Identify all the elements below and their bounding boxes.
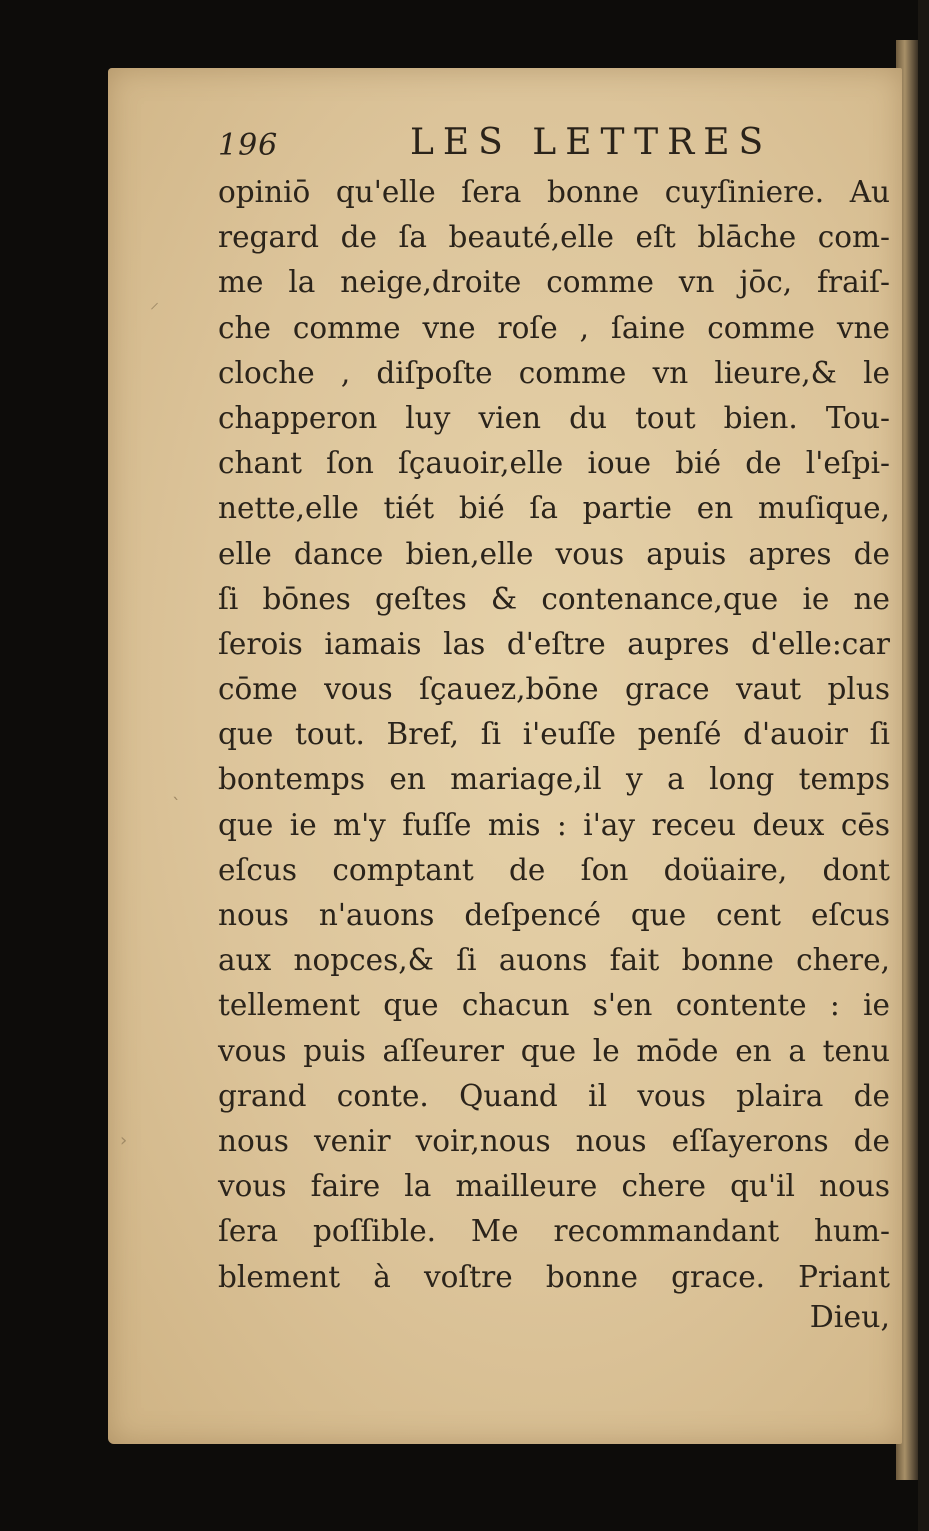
text-line: nous n'auons deſpencé que cent eſcus [218,898,890,932]
text-line: que ie m'y fuſſe mis : i'ay receu deux cēs [218,807,890,842]
margin-speck: ⸝ [150,292,159,313]
text-line: ſi bōnes geſtes & contenance,que ie ne [218,581,890,616]
text-line: vous puis aſſeurer que le mōde en a tenu [218,1033,890,1068]
text-line: blement à voſtre bonne grace. Priant [218,1259,890,1294]
text-line: regard de ſa beauté,elle eſt blāche com- [218,220,890,255]
text-line: che comme vne roſe , ſaine comme vne [218,310,890,345]
text-line: aux nopces,& ſi auons fait bonne chere, [218,943,890,978]
book-edge [918,0,929,1531]
text-line: ſerois iamais las d'eſtre aupres d'elle:car [218,626,890,661]
text-line: cōme vous ſçauez,bōne grace vaut plus [218,672,890,707]
text-line: eſcus comptant de ſon doüaire, dont [218,852,890,887]
text-line: cloche , diſpoſte comme vn lieure,& le [218,355,890,390]
text-line: chant ſon ſçauoir,elle ioue bié de l'eſpi- [218,446,890,481]
text-line: tellement que chacun s'en contente : ie [218,988,890,1023]
text-line: vous faire la mailleure chere qu'il nous [218,1169,890,1204]
running-title: LES LETTRES [410,122,773,163]
catchword: Dieu, [809,1300,890,1335]
page-number: 196 [218,128,279,163]
text-line: bontemps en mariage,il y a long temps [218,762,890,797]
margin-speck: ˋ [172,795,181,816]
letter-text [218,170,890,1300]
margin-speck: › [120,1130,128,1151]
text-line: chapperon luy vien du tout bien. Tou- [218,400,890,435]
text-line: opiniō qu'elle ſera bonne cuyſiniere. Au [218,175,890,209]
text-line: ſera poſſible. Me recommandant hum- [218,1214,890,1249]
running-head [218,122,898,172]
text-line: grand conte. Quand il vous plaira de [218,1078,890,1113]
text-line: que tout. Bref, ſi i'euſſe penſé d'auoir ſi [218,717,890,752]
text-line: me la neige,droite comme vn jōc, fraiſ- [218,265,890,300]
text-line: nette,elle tiét bié ſa partie en muſique, [218,491,890,526]
text-line: elle dance bien,elle vous apuis apres de [218,536,890,571]
text-line: nous venir voir,nous nous eſſayerons de [218,1123,890,1158]
